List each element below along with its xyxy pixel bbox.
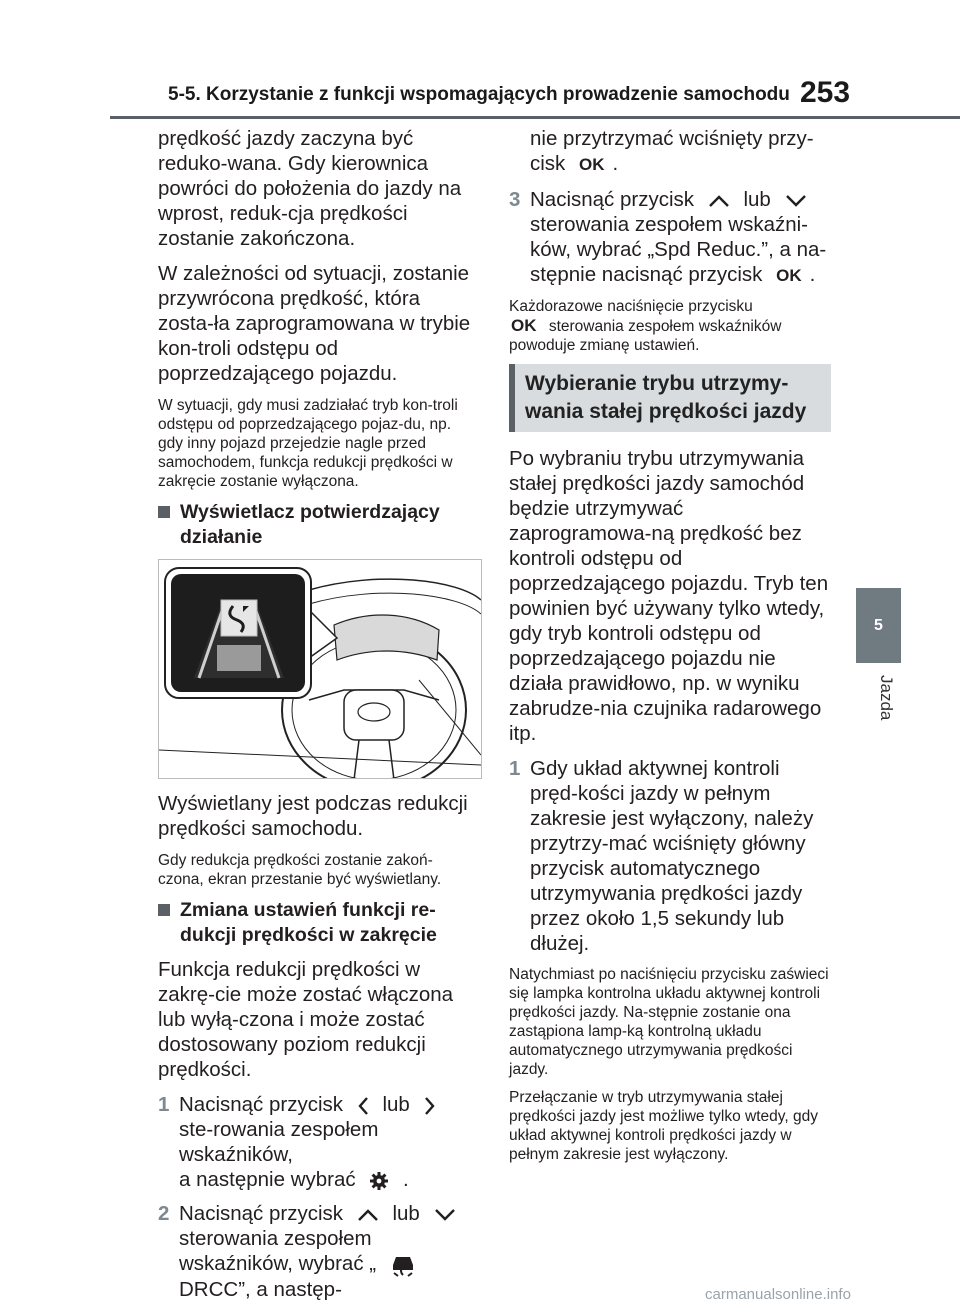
ok-button-icon: OK [511, 316, 537, 335]
chevron-up-icon [357, 1208, 379, 1222]
note: Przełączanie w tryb utrzymywania stałej prędkości jazdy jest możliwe tylko wtedy, gdy układ aktywnej kontroli prędkości jazdy w pełnym zakresie jest wyłączony. [509, 1089, 818, 1163]
chapter-tab[interactable]: 5 [856, 588, 901, 663]
square-bullet-icon [158, 506, 170, 518]
step-2: 2 Nacisnąć przycisk lub sterowania zespołem wskaźników, wybrać „ DRCC”, a następ- [158, 1201, 478, 1302]
note: W sytuacji, gdy musi zadziałać tryb kon-troli odstępu od poprzedzającego pojaz-du, np. gdy inny pojazd przejedzie nagle przed samochodem, funkcja redukcji prędkości w zakręcie zostanie wyłączona. [158, 397, 458, 490]
step-number: 3 [509, 188, 521, 211]
paragraph: W zależności od sytuacji, zostanie przywrócona prędkość, która zosta-ła zaprogramowana w trybie kon-troli odstępu od poprzedzającego pojazdu. [158, 262, 471, 385]
chevron-down-icon [434, 1208, 456, 1222]
figure-caption: Wyświetlany jest podczas redukcji prędkości samochodu. [158, 792, 468, 840]
header-divider [110, 116, 960, 119]
chevron-up-icon [708, 194, 730, 208]
paragraph: prędkość jazdy zaczyna być reduko-wana. Gdy kierownica powróci do położenia do jazdy na wprost, reduk-cja prędkości zostanie zakończona. [158, 127, 462, 250]
chevron-right-icon [424, 1096, 436, 1116]
note: Każdorazowe naciśnięcie przycisku OK sterowania zespołem wskaźników powoduje zmianę ustawień. [509, 298, 782, 354]
paragraph: Po wybraniu trybu utrzymywania stałej prędkości jazdy samochód będzie utrzymywać zaprogramowa-ną prędkość bez kontroli odstępu od poprzedzającego pojazdu. Tryb ten powinien być używany tylko wtedy, gdy tryb kontroli odstępu od poprzedzającego pojazdu nie działa prawidłowo, np. w wyniku zabrudze-nia czujnika radarowego itp. [509, 447, 829, 745]
chapter-label: Jazda [877, 675, 896, 721]
subheading: Zmiana ustawień funkcji re-dukcji prędkości w zakręcie [158, 898, 478, 948]
chevron-left-icon [357, 1096, 369, 1116]
dashboard-illustration [159, 560, 481, 778]
section-heading: Wybieranie trybu utrzymy-wania stałej prędkości jazdy [509, 364, 831, 432]
step-number: 2 [158, 1202, 170, 1225]
note: Gdy redukcja prędkości zostanie zakoń-czona, ekran przestanie być wyświetlany. [158, 852, 442, 888]
ok-button-icon: OK [579, 155, 605, 174]
square-bullet-icon [158, 904, 170, 916]
step-continuation: nie przytrzymać wciśnięty przy-cisk OK . [530, 127, 814, 175]
curve-speed-reduction-icon [390, 1253, 416, 1277]
paragraph: Funkcja redukcji prędkości w zakrę-cie może zostać włączona lub wyłą-czona i może zostać dostosowany poziom redukcji prędkości. [158, 958, 454, 1081]
ok-button-icon: OK [776, 266, 802, 285]
watermark: carmanualsonline.info [705, 1286, 851, 1303]
left-column [158, 126, 478, 1311]
note: Natychmiast po naciśnięciu przycisku zaświeci się lampka kontrolna układu aktywnej kontroli prędkości jazdy. Na-stępnie zostanie ona zastąpiona lamp-ką kontrolną układu automatycznego utrzymywania prędkości jazdy. [509, 966, 829, 1078]
step-3: 3 Nacisnąć przycisk lub sterowania zespołem wskaźni-ków, wybrać „Spd Reduc.”, a na-stępnie nacisnąć przycisk OK . [509, 188, 827, 286]
display-illustration [158, 559, 482, 779]
subheading: Wyświetlacz potwierdzający działanie [158, 500, 478, 550]
step-number: 1 [509, 757, 521, 780]
right-column [509, 126, 831, 1173]
step-1-cruise: 1 Gdy układ aktywnej kontroli pręd-kości jazdy w pełnym zakresie jest wyłączony, należy przytrzy-mać wciśnięty główny przycisk automatycznego utrzymywania prędkości jazdy przez około 1,5 sekundy lub dłużej. [509, 757, 814, 955]
gear-icon [369, 1171, 389, 1191]
page-number: 253 [800, 76, 851, 109]
step-1: 1 Nacisnąć przycisk lub ste-rowania zespołem wskaźników, a następnie wybrać . [158, 1092, 478, 1192]
step-number: 1 [158, 1093, 170, 1116]
chevron-down-icon [785, 194, 807, 208]
page-header-title: 5-5. Korzystanie z funkcji wspomagających prowadzenie samochodu [168, 84, 790, 105]
